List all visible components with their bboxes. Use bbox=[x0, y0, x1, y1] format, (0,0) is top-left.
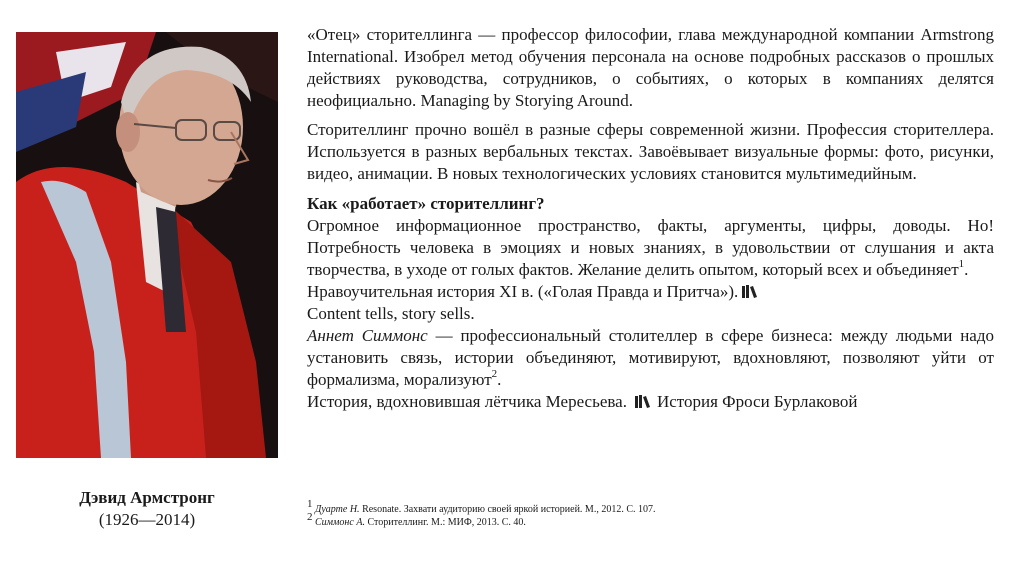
parable-text: Нравоучительная история XI в. («Голая Правда и Притча»). bbox=[307, 282, 739, 301]
paragraph-storytelling-spheres: Сторителлинг прочно вошёл в разные сферы современной жизни. Профессия сторителлера. Используется в разных вербальных текстах. Завоёвывает визуальные формы: фото, рисунки, видео, анимации. В новых технологических условиях становится мультимедийным. bbox=[307, 120, 994, 183]
footnote-2-number: 2 bbox=[307, 510, 313, 523]
section-body bbox=[307, 215, 994, 281]
story-frosya: История Фроси Бурлаковой bbox=[656, 392, 858, 411]
portrait-illustration bbox=[16, 32, 278, 458]
section-body-end: . bbox=[964, 260, 969, 279]
footnote-1-number: 1 bbox=[307, 497, 313, 510]
books-icon[interactable] bbox=[635, 395, 651, 408]
section-body-text: Огромное информационное пространство, факты, аргументы, цифры, доводы. Но! Потребность человека в эмоциях и новых знаниях, в удовольствии от слушания и акта творчества, в уходе от голых фактов. Желание делить опытом, который всех и объединяет bbox=[307, 216, 994, 279]
story-meresyev: История, вдохновившая лётчика Мересьева. bbox=[307, 392, 627, 411]
footnotes bbox=[307, 497, 994, 529]
section-heading: Как «работает» сторителлинг? bbox=[307, 194, 545, 213]
caption-years: (1926—2014) bbox=[98, 510, 196, 529]
main-text bbox=[307, 24, 994, 413]
footnote-2-author: Симмонс А. bbox=[315, 517, 365, 528]
footnote-2 bbox=[307, 510, 994, 529]
simmons-name: Аннет Симмонс bbox=[307, 326, 428, 345]
footnote-1 bbox=[307, 497, 994, 516]
simmons-text: — профессиональный столителлер в сфере бизнеса: между людьми надо установить связь, истории объединяют, мотивируют, вдохновляют, позволяют уйти от формализма, морализуют bbox=[307, 326, 994, 389]
caption-name: Дэвид Армстронг bbox=[79, 488, 215, 507]
footnote-2-text: Сторителлинг. М.: МИФ, 2013. С. 40. bbox=[364, 517, 526, 528]
footnote-1-author: Дуарте Н. bbox=[315, 504, 360, 515]
books-icon[interactable] bbox=[742, 285, 758, 298]
footnote-ref-2: 2 bbox=[491, 368, 498, 381]
portrait-photo bbox=[16, 32, 278, 458]
tagline: Content tells, story sells. bbox=[307, 304, 475, 323]
footnote-1-text: Resonate. Захвати аудиторию своей яркой историей. М., 2012. С. 107. bbox=[359, 504, 656, 515]
stories-line bbox=[307, 391, 994, 413]
simmons-paragraph bbox=[307, 325, 994, 391]
simmons-end: . bbox=[497, 370, 502, 389]
footnote-ref-1: 1 bbox=[958, 258, 965, 271]
photo-caption bbox=[16, 487, 278, 531]
paragraph-armstrong: «Отец» сторителлинга — профессор философии, глава международной компании Armstrong International. Изобрел метод обучения персонала на основе подробных рассказов о прошлых действиях руководства, сотрудников, о событиях, о которых в компаниях делятся неофициально. Managing by Storying Around. bbox=[307, 25, 994, 110]
parable-line bbox=[307, 281, 994, 303]
